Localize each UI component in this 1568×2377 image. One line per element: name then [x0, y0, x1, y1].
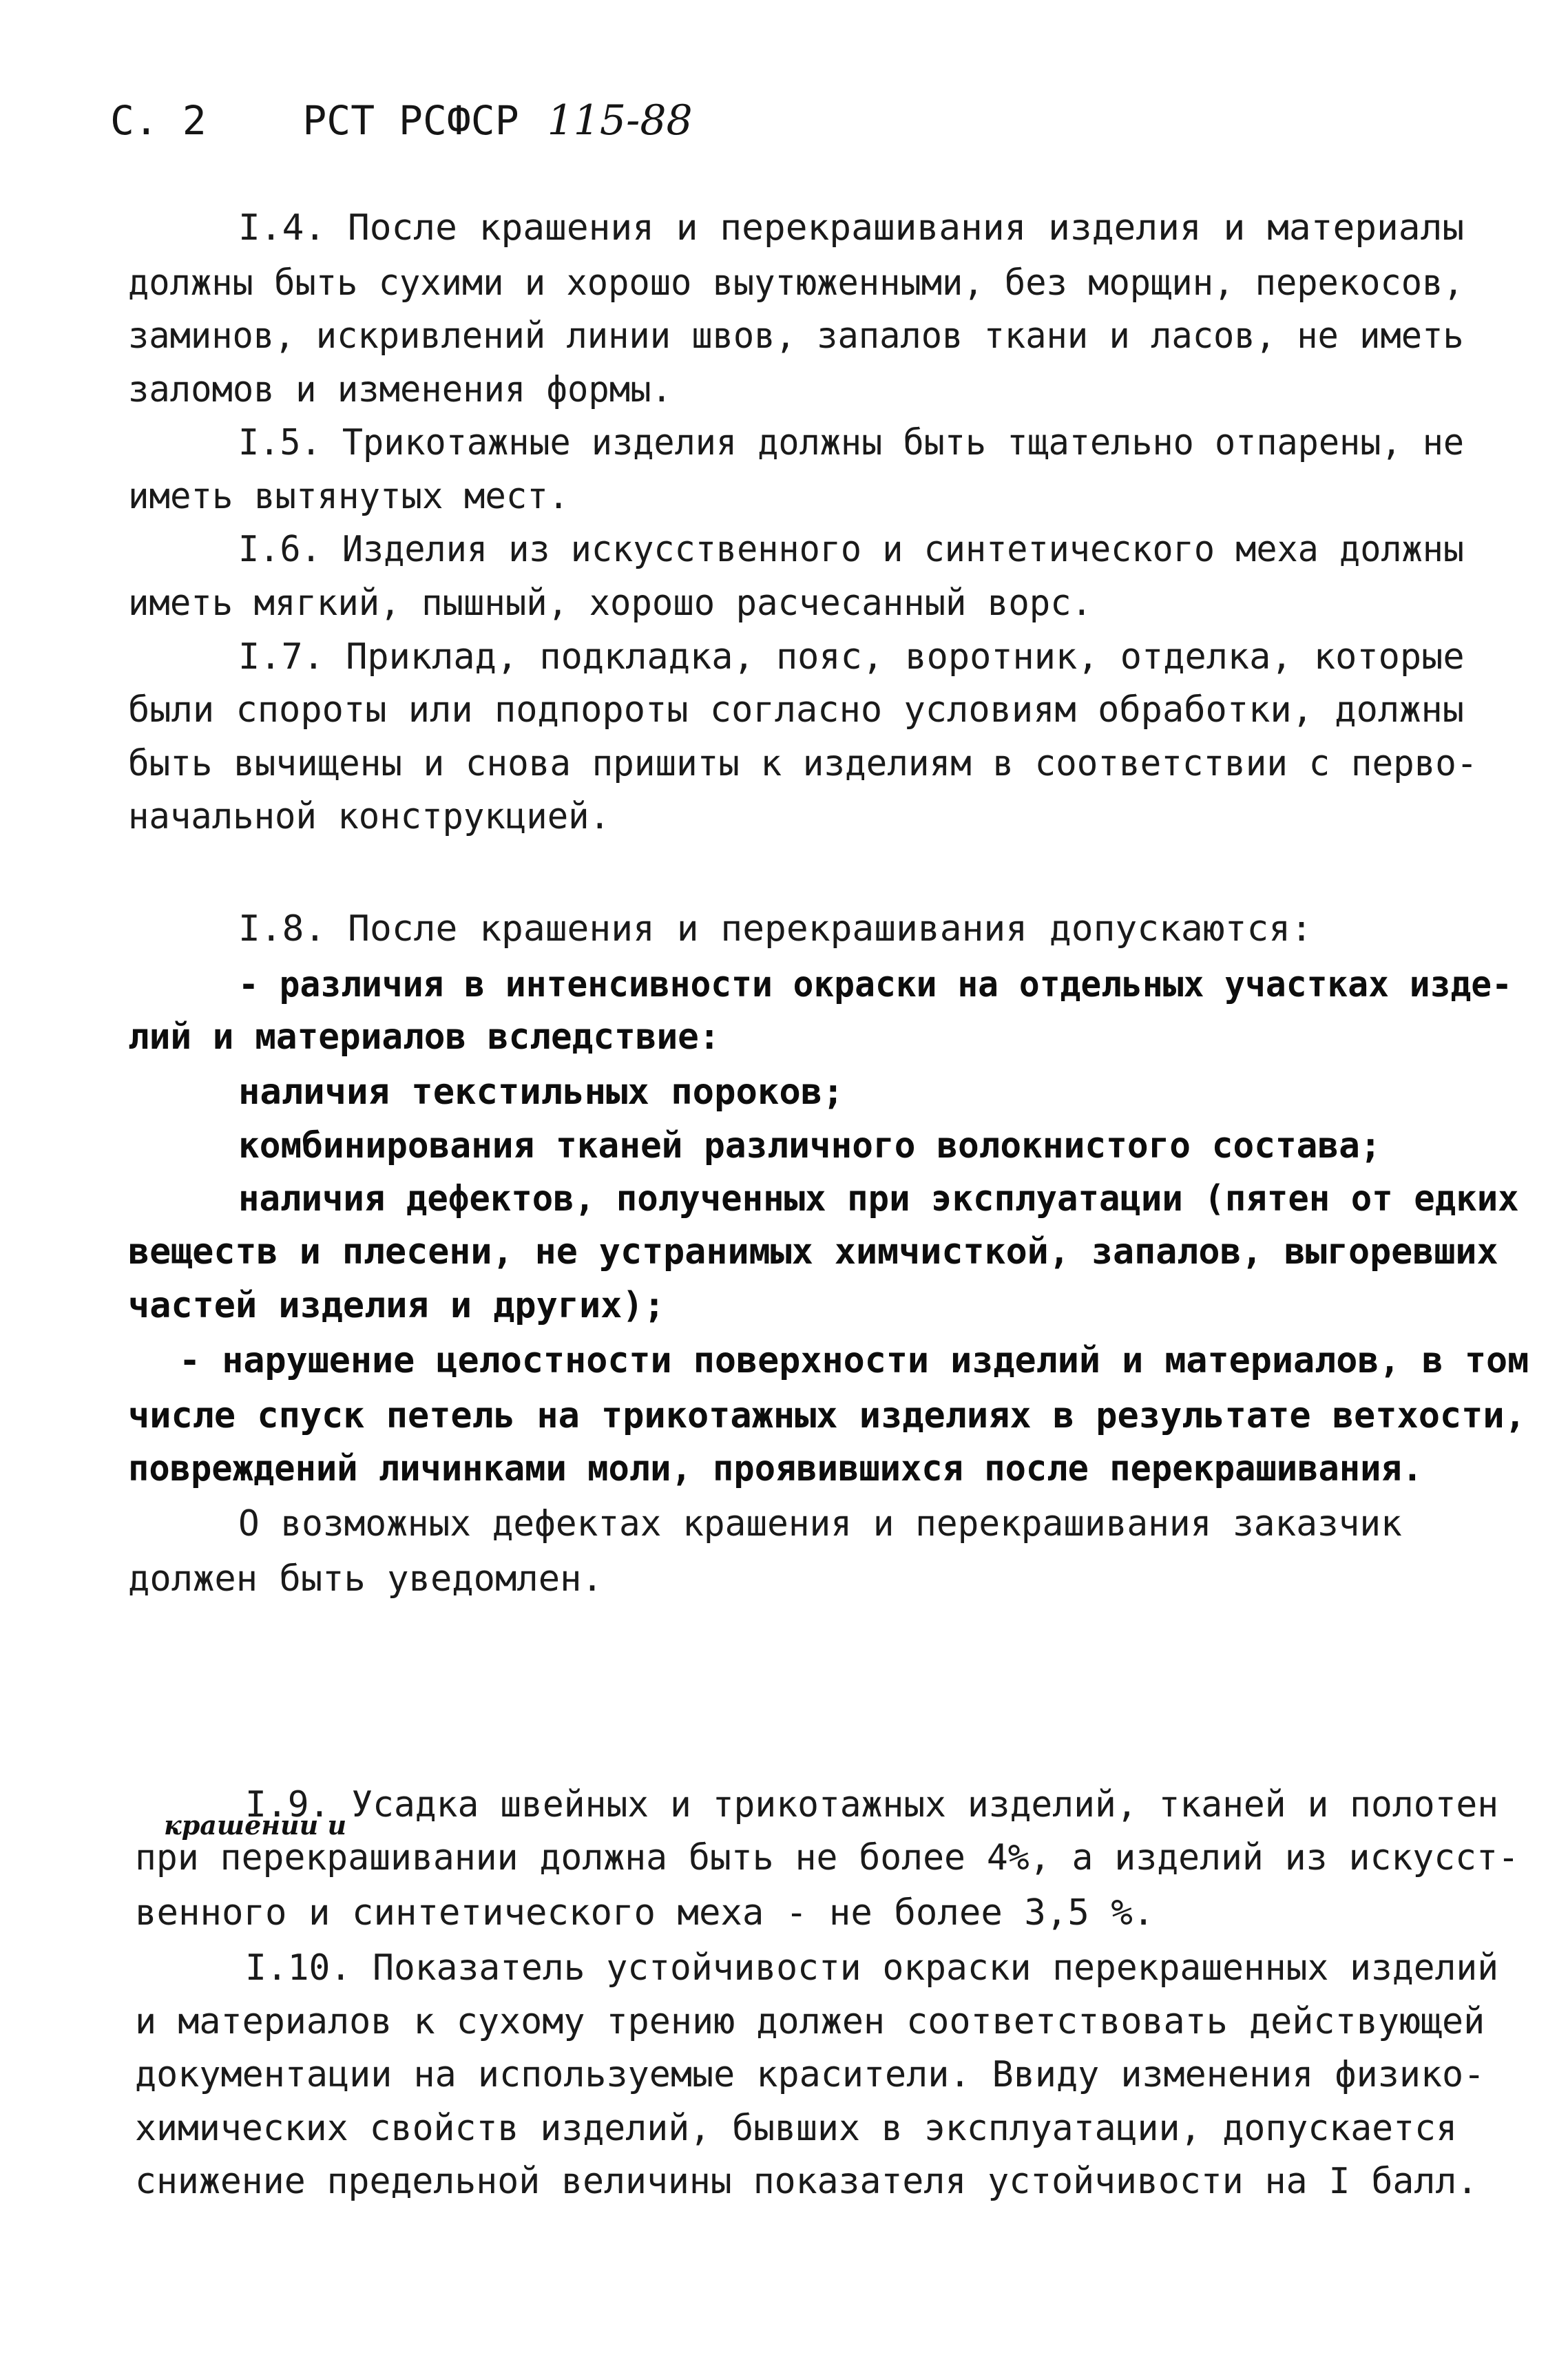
paragraph-line: I.9. Усадка швейных и трикотажных изделий, тканей и полотен [245, 1784, 1499, 1825]
paragraph-line: заломов и изменения формы. [128, 369, 672, 410]
paragraph-line: лий и материалов вследствие: [128, 1016, 720, 1058]
page-header [110, 96, 693, 145]
paragraph-line: иметь мягкий, пышный, хорошо расчесанный ворс. [128, 583, 1093, 624]
paragraph-line: снижение предельной величины показателя устойчивости на I балл. [135, 2161, 1478, 2202]
paragraph-line: I.8. После крашения и перекрашивания допускаются: [238, 908, 1313, 950]
paragraph-line: I.4. После крашения и перекрашивания изделия и материалы [238, 207, 1465, 249]
paragraph-line: наличия текстильных пороков; [238, 1071, 844, 1113]
paragraph-line: повреждений личинками моли, проявившихся после перекрашивания. [128, 1448, 1423, 1489]
paragraph-line: I.7. Приклад, подкладка, пояс, воротник, отделка, которые [238, 636, 1465, 678]
paragraph-line: должны быть сухими и хорошо выутюженными, без морщин, перекосов, [128, 262, 1464, 304]
paragraph-line: частей изделия и других); [128, 1285, 665, 1326]
handwritten-insertion: крашении и [164, 1810, 347, 1841]
paragraph-line: О возможных дефектах крашения и перекрашивания заказчик [238, 1503, 1402, 1544]
paragraph-line: венного и синтетического меха - не более 3,5 %. [135, 1892, 1155, 1934]
paragraph-line: числе спуск петель на трикотажных изделиях в результате ветхости, [128, 1395, 1526, 1436]
paragraph-line: были спороты или подпороты согласно условиям обработки, должны [128, 689, 1465, 731]
paragraph-line: комбинирования тканей различного волокнистого состава; [238, 1125, 1381, 1166]
paragraph-line: заминов, искривлений линии швов, запалов ткани и ласов, не иметь [128, 315, 1464, 357]
standard-number-handwritten: 115-88 [547, 96, 693, 145]
paragraph-line: иметь вытянутых мест. [128, 476, 569, 517]
paragraph-line: - различия в интенсивности окраски на отдельных участках изде- [238, 964, 1512, 1005]
paragraph-line: документации на используемые красители. Ввиду изменения физико- [135, 2054, 1485, 2095]
paragraph-line: - нарушение целостности поверхности изделий и материалов, в том [179, 1340, 1529, 1381]
page-number: С. 2 [110, 97, 207, 144]
paragraph-line: I.6. Изделия из искусственного и синтетического меха должны [238, 529, 1465, 570]
paragraph-line: быть вычищены и снова пришиты к изделиям в соответствии с перво- [128, 743, 1478, 784]
standard-designation: РСТ РСФСР [302, 97, 519, 144]
paragraph-line: I.5. Трикотажные изделия должны быть тщательно отпарены, не [238, 422, 1465, 463]
paragraph-line: должен быть уведомлен. [128, 1558, 603, 1600]
paragraph-line: начальной конструкцией. [128, 796, 611, 837]
paragraph-line: химических свойств изделий, бывших в эксплуатации, допускается [135, 2108, 1458, 2149]
paragraph-line: I.10. Показатель устойчивости окраски перекрашенных изделий [245, 1947, 1499, 1989]
paragraph-line: и материалов к сухому трению должен соответствовать действующей [135, 2001, 1485, 2042]
paragraph-line: веществ и плесени, не устранимых химчисткой, запалов, выгоревших [128, 1231, 1498, 1273]
paragraph-line: при перекрашивании должна быть не более 4%, а изделий из искусст- [135, 1837, 1519, 1878]
paragraph-line: наличия дефектов, полученных при эксплуатации (пятен от едких [238, 1178, 1519, 1219]
